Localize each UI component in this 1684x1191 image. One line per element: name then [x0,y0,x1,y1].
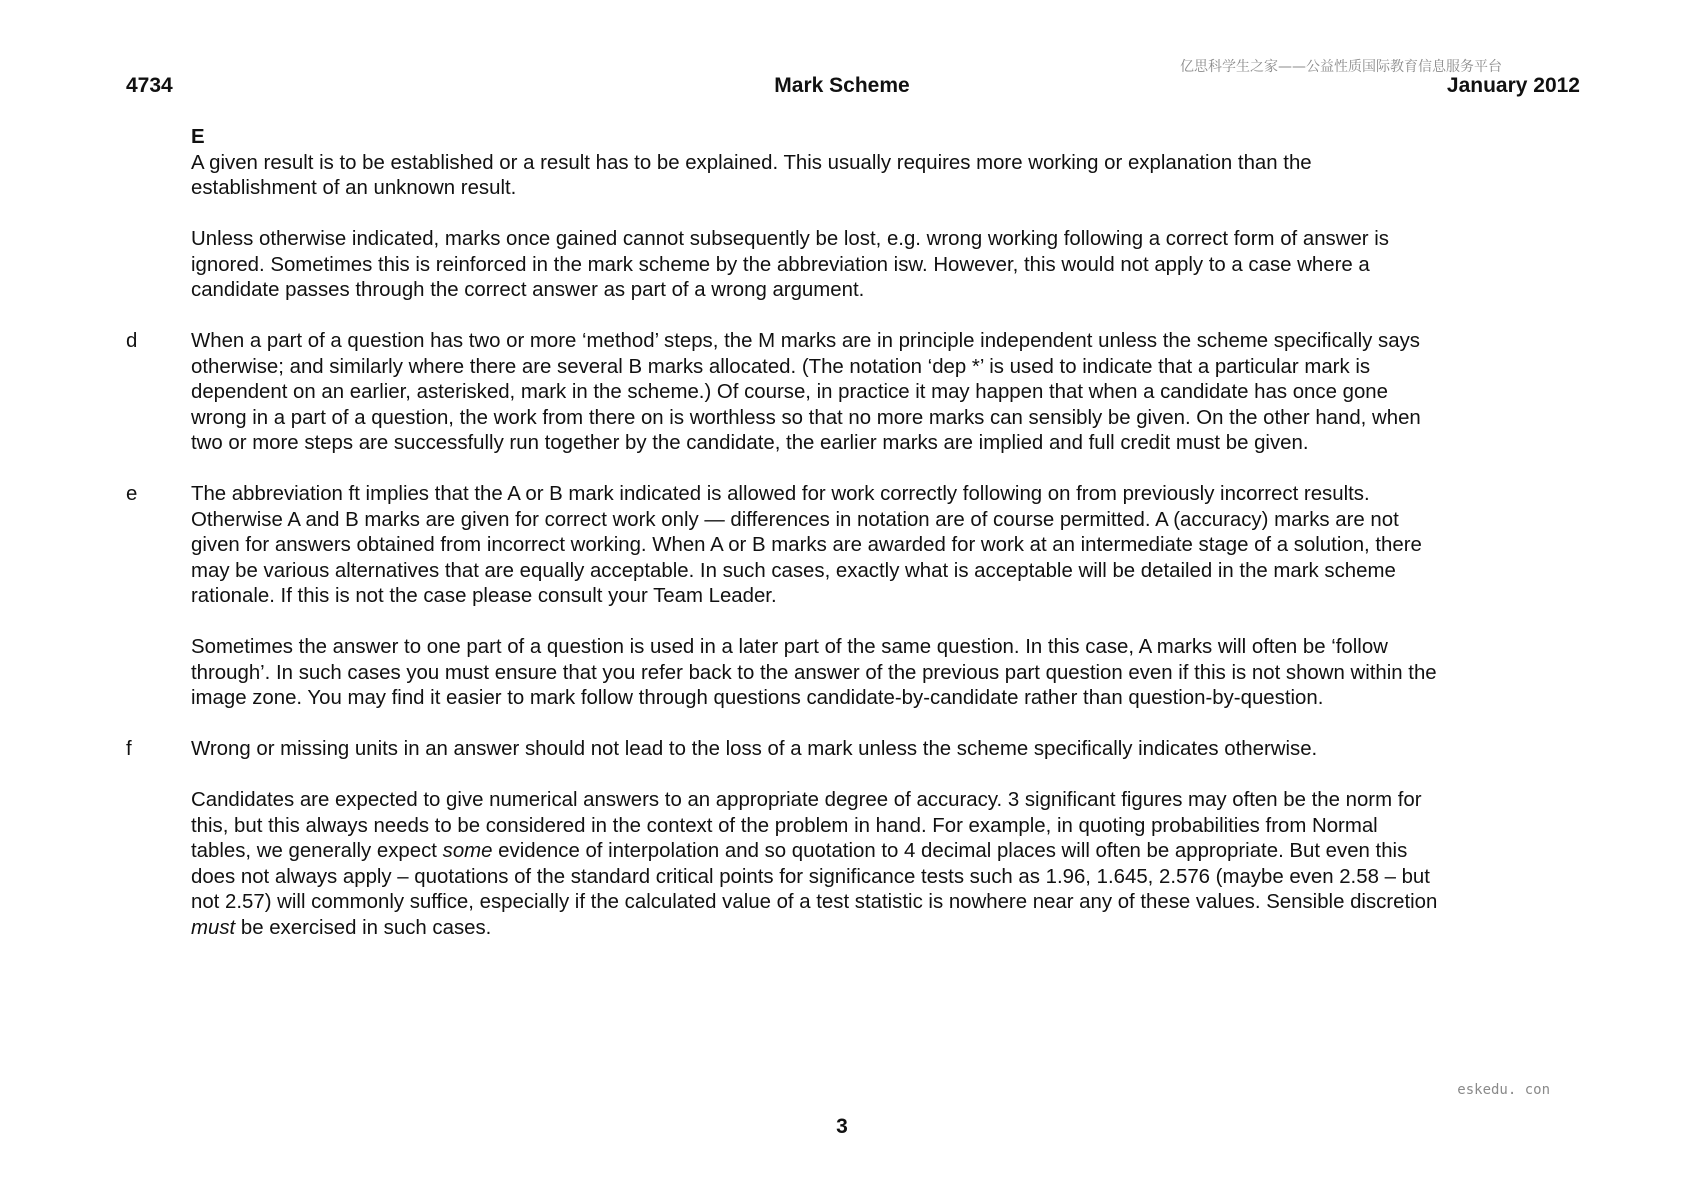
section-f-emphasis-must: must [191,916,236,939]
section-d [0,329,1441,457]
section-e [0,482,1441,712]
intro-label: E [191,126,205,148]
header-title: Mark Scheme [774,74,910,97]
section-e-letter: e [126,483,138,505]
header-date: January 2012 [1446,74,1580,97]
intro-paragraph-2: Unless otherwise indicated, marks once gained cannot subsequently be lost, e.g. wrong working following a correct form of answer is ignored. Sometimes this is reinforced in the mark scheme by the abbreviation isw. However, this would not apply to a case where a candidate passes through the correct answer as part of a wrong argument. [191,228,1389,301]
section-e-paragraph-1: The abbreviation ft implies that the A or B mark indicated is allowed for work correctly following on from previously incorrect results. Otherwise A and B marks are given for correct work only — differences in notation are of course permitted. A (accuracy) marks are not given for answers obtained from incorrect working. When A or B marks are awarded for work at an intermediate stage of a solution, there may be various alternatives that are equally acceptable. In such cases, exactly what is acceptable will be detailed in the mark scheme rationale. If this is not the case please consult your Team Leader. [191,483,1422,607]
intro-section [0,125,1441,304]
section-d-letter: d [126,330,138,352]
watermark-bottom: eskedu. con [1457,1082,1550,1098]
document-body [0,125,1684,967]
section-f-text-b: evidence of interpolation and so quotation to 4 decimal places will often be appropriate. But even this does not always apply – quotations of the standard critical points for significance tests such as 1.96, 1.645, 2.576 (maybe even 2.58 – but not 2.57) will commonly suffice, especially if the calculated value of a test statistic is nowhere near any of these values. Sensible discretion [191,840,1438,913]
section-d-paragraph-1: When a part of a question has two or more ‘method’ steps, the M marks are in principle independent unless the scheme specifically says otherwise; and similarly where there are several B marks allocated. (The notation ‘dep *’ is used to indicate that a particular mark is dependent on an earlier, asterisked, mark in the scheme.) Of course, in practice it may happen that when a candidate has once gone wrong in a part of a question, the work from there on is worthless so that no more marks can sensibly be given. On the other hand, when two or more steps are successfully run together by the candidate, the earlier marks are implied and full credit must be given. [191,330,1421,454]
section-f-emphasis-some: some [442,840,493,862]
section-e-paragraph-2: Sometimes the answer to one part of a question is used in a later part of the same question. In this case, A marks will often be ‘follow through’. In such cases you must ensure that you refer back to the answer of the previous part question even if this is not shown within the image zone. You may find it easier to mark follow through questions candidate-by-candidate rather than question-by-question. [191,636,1437,709]
page-number: 3 [836,1115,848,1138]
section-f [0,737,1441,941]
watermark-top: 亿思科学生之家——公益性质国际教育信息服务平台 [1180,59,1502,75]
section-f-paragraph-2 [191,788,1441,941]
header-code: 4734 [126,74,173,97]
section-f-letter: f [126,738,132,760]
section-f-paragraph-1: Wrong or missing units in an answer should not lead to the loss of a mark unless the scheme specifically indicates otherwise. [191,738,1318,760]
section-f-text-a: Candidates are expected to give numerical answers to an appropriate degree of accuracy. 3 significant figures may often be the norm for this, but this always needs to be considered in the context of the problem in hand. For example, in quoting probabilities from Normal tables, we generally expect [191,789,1422,862]
section-f-text-c: be exercised in such cases. [235,916,492,939]
intro-paragraph-1: A given result is to be established or a result has to be explained. This usually requires more working or explanation than the establishment of an unknown result. [191,151,1312,199]
